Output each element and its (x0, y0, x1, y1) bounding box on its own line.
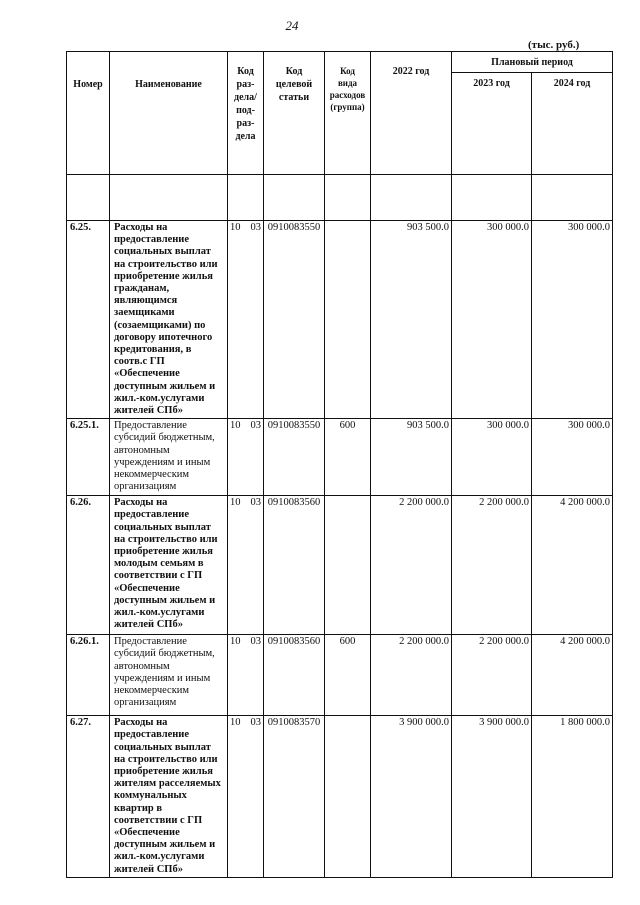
row-2022: 2 200 000.0 (371, 635, 452, 716)
spacer-cell (110, 175, 228, 221)
row-number: 6.26. (67, 496, 110, 635)
row-2023: 300 000.0 (452, 419, 532, 496)
header-celevaya: Код целевой статьи (264, 52, 325, 175)
row-razdel: 10 03 (228, 496, 264, 635)
header-2023: 2023 год (452, 73, 532, 175)
row-vid: 600 (325, 419, 371, 496)
row-name: Расходы на предоставление социальных выплат на строительство или приобретение жилья жителям расселяемых коммунальных квартир в соответствии с ГП «Обеспечение доступным жильем и жил.-ком.услугами жителей СПб» (110, 716, 228, 878)
row-2023: 2 200 000.0 (452, 635, 532, 716)
row-2022: 3 900 000.0 (371, 716, 452, 878)
row-celevaya: 0910083570 (264, 716, 325, 878)
row-vid (325, 496, 371, 635)
row-razdel: 10 03 (228, 221, 264, 419)
spacer-cell (532, 175, 613, 221)
row-number: 6.25.1. (67, 419, 110, 496)
row-2022: 2 200 000.0 (371, 496, 452, 635)
row-celevaya: 0910083560 (264, 635, 325, 716)
row-2023: 3 900 000.0 (452, 716, 532, 878)
table-row (67, 496, 613, 635)
header-2024: 2024 год (532, 73, 613, 175)
row-vid (325, 716, 371, 878)
table-row (67, 221, 613, 419)
row-name: Предоставление субсидий бюджетным, автономным учреждениям и иным некоммерческим организациям (110, 635, 228, 716)
spacer-cell (67, 175, 110, 221)
header-nomer: Номер (67, 52, 110, 175)
row-name: Расходы на предоставление социальных выплат на строительство или приобретение жилья молодым семьям в соответствии с ГП «Обеспечение доступным жильем и жил.-ком.услугами жителей СПб» (110, 496, 228, 635)
row-2024: 300 000.0 (532, 419, 613, 496)
row-2022: 903 500.0 (371, 221, 452, 419)
row-celevaya: 0910083550 (264, 419, 325, 496)
row-2022: 903 500.0 (371, 419, 452, 496)
row-2023: 2 200 000.0 (452, 496, 532, 635)
row-2024: 4 200 000.0 (532, 496, 613, 635)
header-naim: Наименование (110, 52, 228, 175)
row-2024: 4 200 000.0 (532, 635, 613, 716)
row-number: 6.25. (67, 221, 110, 419)
spacer-cell (452, 175, 532, 221)
budget-table (66, 51, 613, 878)
row-2024: 1 800 000.0 (532, 716, 613, 878)
spacer-cell (264, 175, 325, 221)
row-2024: 300 000.0 (532, 221, 613, 419)
table-row (67, 716, 613, 878)
header-2022: 2022 год (371, 52, 452, 175)
spacer-cell (228, 175, 264, 221)
row-razdel: 10 03 (228, 419, 264, 496)
row-razdel: 10 03 (228, 635, 264, 716)
table-row (67, 419, 613, 496)
spacer-cell (371, 175, 452, 221)
row-name: Расходы на предоставление социальных выплат на строительство или приобретение жилья гражданам, являющимся заемщиками (созаемщиками) по договору ипотечного кредитования, в соотв.с ГП «Обеспечение доступным жильем и жил.-ком.услугами жителей СПб» (110, 221, 228, 419)
row-name: Предоставление субсидий бюджетным, автономным учреждениям и иным некоммерческим организациям (110, 419, 228, 496)
header-vid: Код вида расходов (группа) (325, 52, 371, 175)
header-razdel: Код раз- дела/ под- раз- дела (228, 52, 264, 175)
header-plan-period: Плановый период (452, 52, 613, 73)
row-razdel: 10 03 (228, 716, 264, 878)
row-vid (325, 221, 371, 419)
row-celevaya: 0910083560 (264, 496, 325, 635)
row-number: 6.27. (67, 716, 110, 878)
row-number: 6.26.1. (67, 635, 110, 716)
row-2023: 300 000.0 (452, 221, 532, 419)
row-vid: 600 (325, 635, 371, 716)
units-label: (тыс. руб.) (528, 39, 580, 51)
spacer-cell (325, 175, 371, 221)
table-row (67, 635, 613, 716)
row-celevaya: 0910083550 (264, 221, 325, 419)
page-number: 24 (285, 18, 299, 33)
